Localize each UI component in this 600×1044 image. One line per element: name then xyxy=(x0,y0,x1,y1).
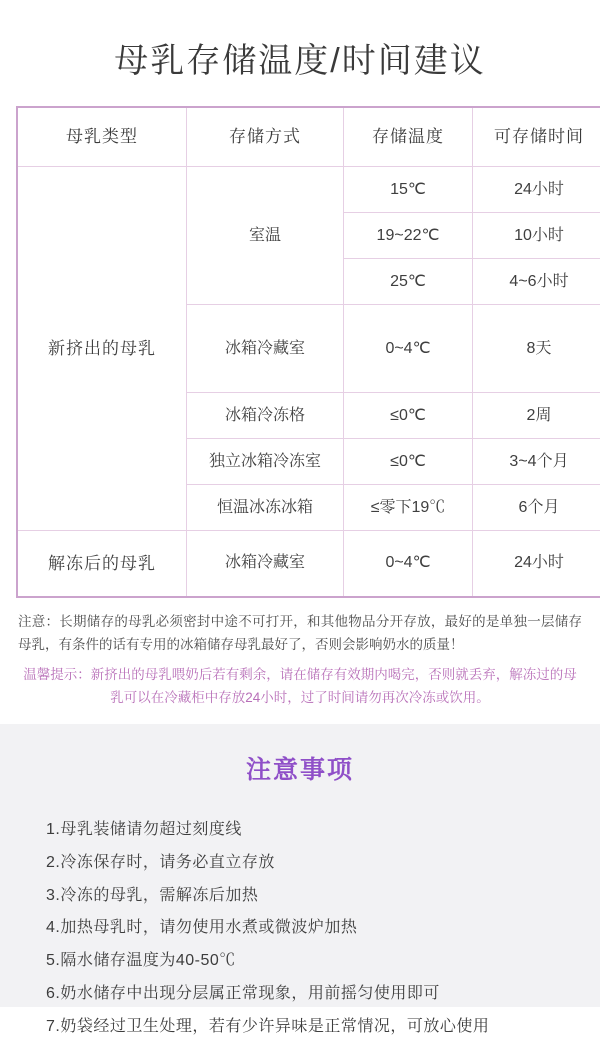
table-cell-temperature: 0~4℃ xyxy=(344,305,473,393)
list-item: 5.隔水储存温度为40-50℃ xyxy=(46,945,600,978)
table-cell-duration: 4~6小时 xyxy=(473,259,600,305)
note-tip: 温馨提示：新挤出的母乳喂奶后若有剩余，请在储存有效期内喝完，否则就丢弃，解冻过的母乳可以在冷藏柜中存放24小时，过了时间请勿再次冷冻或饮用。 xyxy=(18,663,582,710)
table-header-row xyxy=(17,107,600,167)
table-cell-duration: 6个月 xyxy=(473,485,600,531)
storage-table-container xyxy=(0,88,600,598)
table-row xyxy=(17,531,600,597)
table-cell-method: 独立冰箱冷冻室 xyxy=(187,439,344,485)
list-item: 2.冷冻保存时，请务必直立存放 xyxy=(46,847,600,880)
table-cell-method: 冰箱冷藏室 xyxy=(187,531,344,597)
table-cell-milk-type: 新挤出的母乳 xyxy=(17,167,187,531)
table-cell-duration: 8天 xyxy=(473,305,600,393)
table-cell-duration: 24小时 xyxy=(473,531,600,597)
table-header-cell-temperature: 存储温度 xyxy=(344,107,473,167)
table-cell-duration: 3~4个月 xyxy=(473,439,600,485)
storage-table xyxy=(16,106,600,598)
table-cell-method: 恒温冰冻冰箱 xyxy=(187,485,344,531)
list-item: 1.母乳装储请勿超过刻度线 xyxy=(46,814,600,847)
table-cell-temperature: ≤0℃ xyxy=(344,439,473,485)
table-cell-method: 室温 xyxy=(187,167,344,305)
table-row xyxy=(17,167,600,213)
list-item: 6.奶水储存中出现分层属正常现象，用前摇匀使用即可 xyxy=(46,978,600,1011)
list-item: 4.加热母乳时，请勿使用水煮或微波炉加热 xyxy=(46,912,600,945)
precautions-list xyxy=(0,814,600,1044)
table-cell-temperature: ≤零下19℃ xyxy=(344,485,473,531)
table-cell-method: 冰箱冷藏室 xyxy=(187,305,344,393)
table-cell-temperature: 19~22℃ xyxy=(344,213,473,259)
table-header-cell-type: 母乳类型 xyxy=(17,107,187,167)
table-cell-temperature: 0~4℃ xyxy=(344,531,473,597)
list-item: 7.奶袋经过卫生处理，若有少许异味是正常情况，可放心使用 xyxy=(46,1011,600,1044)
table-cell-temperature: 25℃ xyxy=(344,259,473,305)
page-title: 母乳存储温度/时间建议 xyxy=(0,0,600,88)
table-cell-duration: 10小时 xyxy=(473,213,600,259)
table-header-cell-duration: 可存储时间 xyxy=(473,107,600,167)
precautions-heading: 注意事项 xyxy=(0,750,600,786)
table-cell-milk-type: 解冻后的母乳 xyxy=(17,531,187,597)
table-header-cell-method: 存储方式 xyxy=(187,107,344,167)
precautions-section xyxy=(0,724,600,1007)
table-cell-temperature: ≤0℃ xyxy=(344,393,473,439)
table-cell-temperature: 15℃ xyxy=(344,167,473,213)
table-cell-method: 冰箱冷冻格 xyxy=(187,393,344,439)
list-item: 3.冷冻的母乳，需解冻后加热 xyxy=(46,880,600,913)
table-cell-duration: 2周 xyxy=(473,393,600,439)
note-attention: 注意：长期储存的母乳必须密封中途不可打开，和其他物品分开存放，最好的是单独一层储存母乳，有条件的话有专用的冰箱储存母乳最好了，否则会影响奶水的质量！ xyxy=(18,610,582,657)
notes-section xyxy=(0,598,600,711)
table-cell-duration: 24小时 xyxy=(473,167,600,213)
